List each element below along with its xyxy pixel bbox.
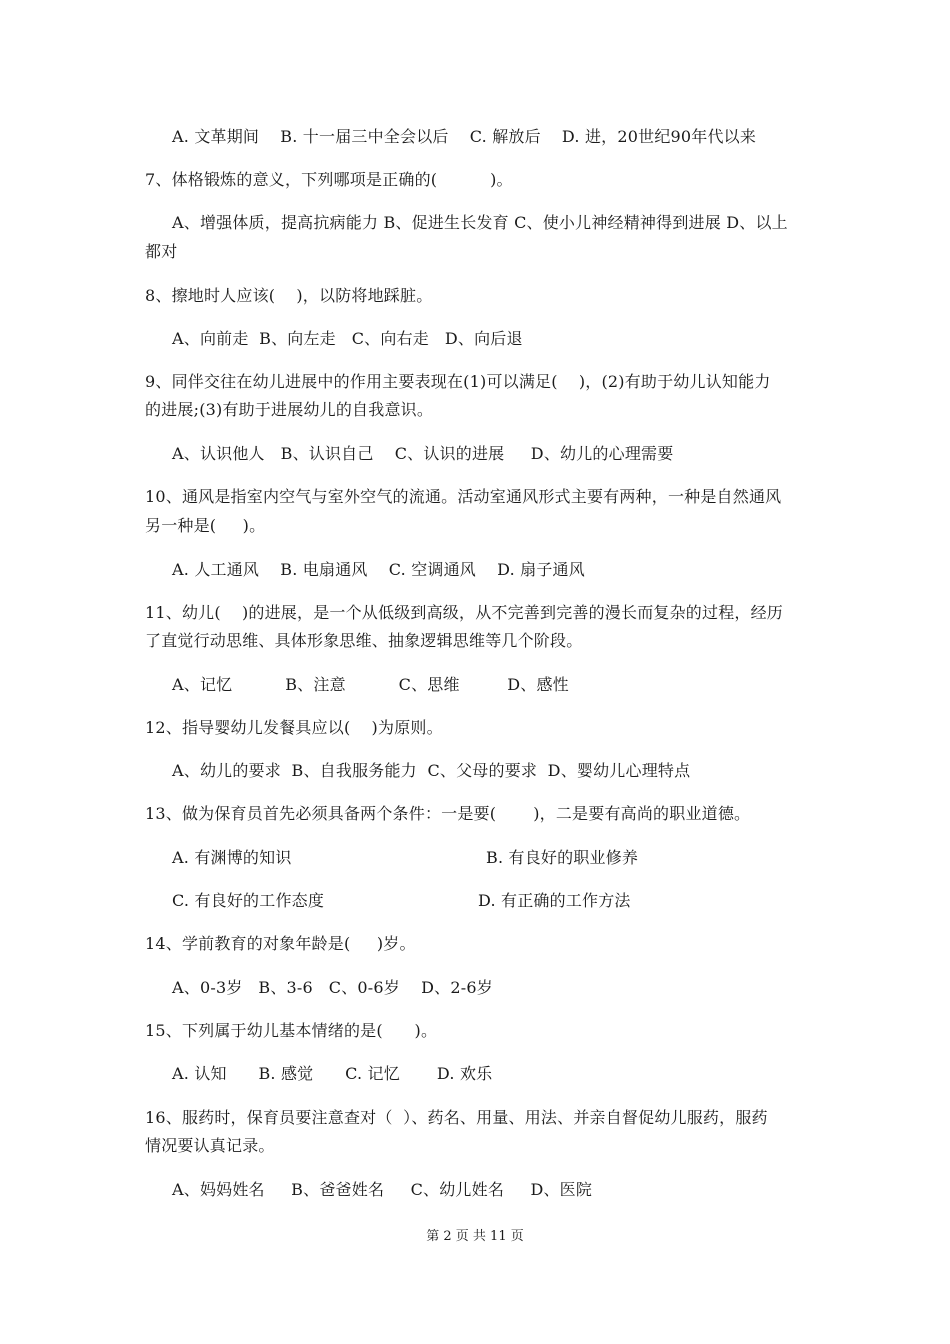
q7-options: A、增强体质，提高抗病能力 B、促进生长发育 C、使小儿神经精神得到进展 D、以上	[172, 213, 788, 232]
question-9-continued: 的进展;(3)有助于进展幼儿的自我意识。	[145, 400, 434, 419]
question-16: 16、服药时，保育员要注意查对（ ）、药名、用量、用法、并亲自督促幼儿服药，服药	[145, 1108, 768, 1127]
q6-options: A. 文革期间 B. 十一届三中全会以后 C. 解放后 D. 进，20世纪90年代以来	[172, 127, 757, 146]
question-10-continued: 另一种是( )。	[145, 516, 266, 535]
q10-options: A. 人工通风 B. 电扇通风 C. 空调通风 D. 扇子通风	[172, 560, 585, 579]
q11-options: A、记忆 B、注意 C、思维 D、感性	[172, 675, 569, 694]
question-14: 14、学前教育的对象年龄是( )岁。	[145, 934, 416, 953]
q13-option-b: B. 有良好的职业修养	[486, 848, 639, 867]
q14-options: A、0-3岁 B、3-6 C、0-6岁 D、2-6岁	[172, 978, 493, 997]
q16-options: A、妈妈姓名 B、爸爸姓名 C、幼儿姓名 D、医院	[172, 1180, 593, 1199]
question-16-continued: 情况要认真记录。	[145, 1136, 275, 1155]
question-7: 7、体格锻炼的意义，下列哪项是正确的( )。	[145, 170, 513, 189]
q13-option-c: C. 有良好的工作态度	[172, 891, 325, 910]
question-11-continued: 了直觉行动思维、具体形象思维、抽象逻辑思维等几个阶段。	[145, 631, 583, 650]
q8-options: A、向前走 B、向左走 C、向右走 D、向后退	[172, 329, 523, 348]
question-8: 8、擦地时人应该( )，以防将地踩脏。	[145, 286, 433, 305]
question-13: 13、做为保育员首先必须具备两个条件：一是要( )，二是要有高尚的职业道德。	[145, 804, 751, 823]
question-12: 12、指导婴幼儿发餐具应以( )为原则。	[145, 718, 443, 737]
q7-options-continued: 都对	[145, 242, 178, 261]
page-footer: 第 2 页 共 11 页	[426, 1229, 524, 1244]
q15-options: A. 认知 B. 感觉 C. 记忆 D. 欢乐	[172, 1064, 493, 1083]
q9-options: A、认识他人 B、认识自己 C、认识的进展 D、幼儿的心理需要	[172, 444, 674, 463]
question-9: 9、同伴交往在幼儿进展中的作用主要表现在(1)可以满足( )，(2)有助于幼儿认知能力	[145, 372, 771, 391]
q12-options: A、幼儿的要求 B、自我服务能力 C、父母的要求 D、婴幼儿心理特点	[172, 761, 691, 780]
q13-option-d: D. 有正确的工作方法	[478, 891, 631, 910]
question-15: 15、下列属于幼儿基本情绪的是( )。	[145, 1021, 438, 1040]
question-10: 10、通风是指室内空气与室外空气的流通。活动室通风形式主要有两种，一种是自然通风	[145, 487, 782, 506]
q13-option-a: A. 有渊博的知识	[172, 848, 292, 867]
question-11: 11、幼儿( )的进展，是一个从低级到高级，从不完善到完善的漫长而复杂的过程，经历	[145, 603, 783, 622]
